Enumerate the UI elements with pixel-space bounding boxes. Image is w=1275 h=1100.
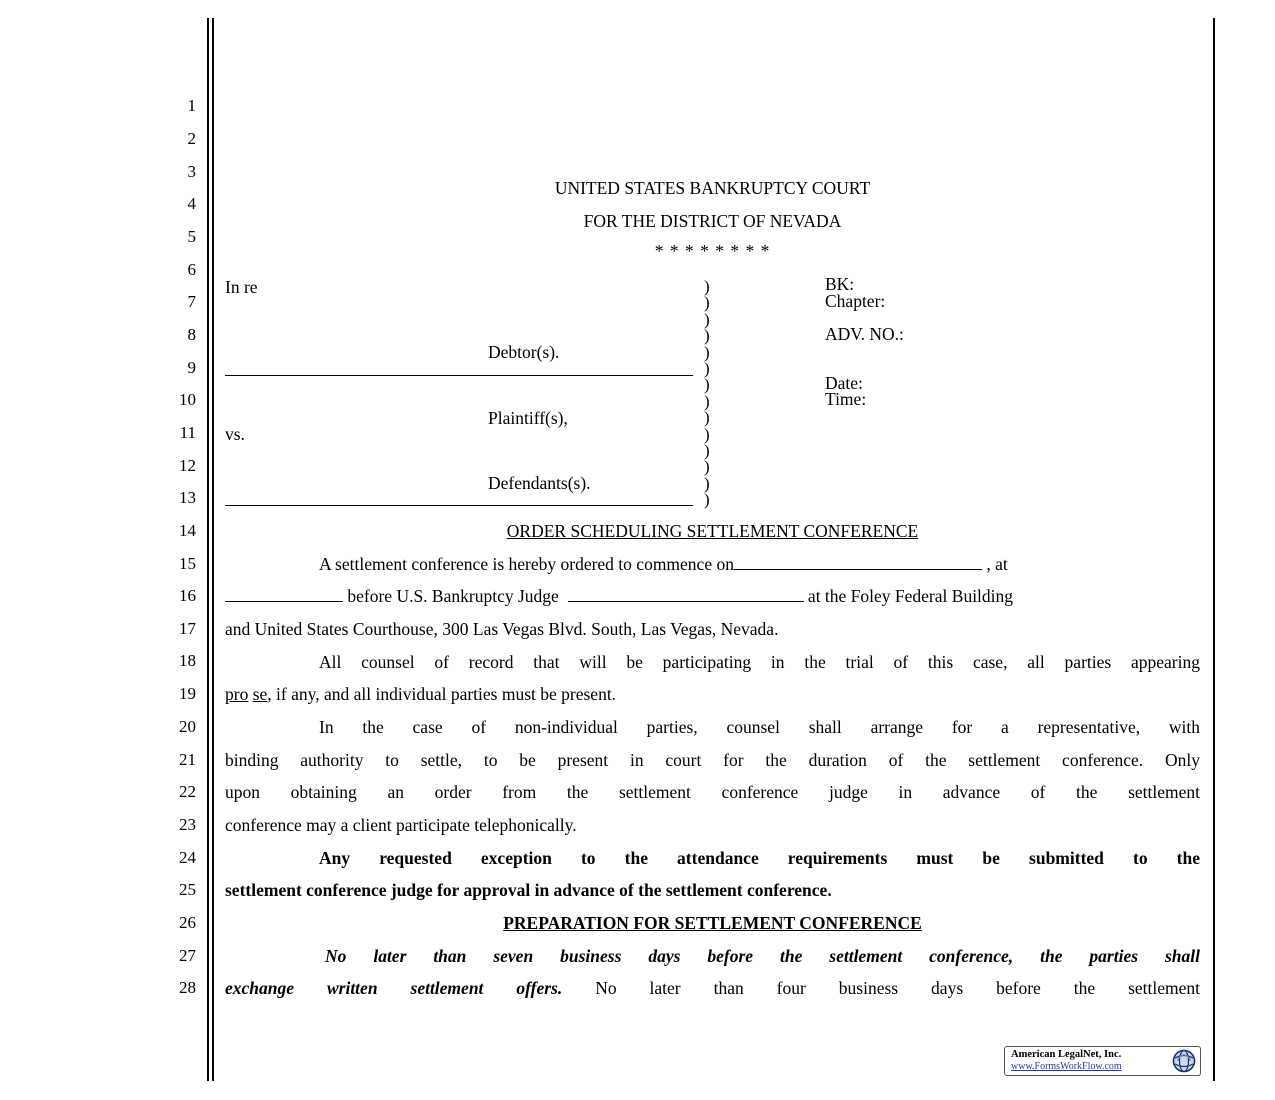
para3-line3: upon obtaining an order from the settlement conference judge in advance of the settlement — [225, 782, 1200, 802]
para1-line3: and United States Courthouse, 300 Las Vegas Blvd. South, Las Vegas, Nevada. — [225, 619, 779, 639]
court-name: UNITED STATES BANKRUPTCY COURT — [554, 178, 871, 198]
defendants-name-line — [225, 505, 693, 506]
line-number: 20 — [179, 717, 196, 736]
time-blank — [225, 587, 343, 602]
line-number: 2 — [187, 129, 196, 148]
line-number: 16 — [179, 586, 196, 605]
line-number: 7 — [187, 292, 196, 311]
adv-no-label: ADV. NO.: — [825, 324, 904, 344]
caption-paren: ) — [704, 424, 710, 444]
line-number: 28 — [179, 978, 196, 997]
caption-paren: ) — [704, 326, 710, 346]
se-text: se — [252, 684, 268, 704]
caption-paren: ) — [704, 441, 710, 460]
caption-paren: ) — [704, 277, 710, 296]
line-number: 14 — [179, 521, 196, 540]
line-number: 24 — [179, 848, 196, 867]
vs-label: vs. — [225, 424, 245, 444]
line-number: 25 — [179, 880, 196, 899]
para5-line2 — [225, 977, 1200, 999]
para2-rest: , if any, and all individual parties must be present. — [267, 684, 617, 704]
para5-italic: exchange written settlement offers. — [225, 978, 563, 998]
left-margin-rule-outer — [207, 18, 209, 1081]
chapter-label: Chapter: — [825, 291, 886, 311]
left-margin-rule-inner — [212, 18, 214, 1081]
debtor-label: Debtor(s). — [488, 342, 560, 362]
court-stars: * * * * * * * * — [654, 241, 771, 261]
line-number: 3 — [187, 162, 196, 181]
caption-paren: ) — [704, 342, 710, 362]
caption-paren: ) — [704, 473, 710, 493]
para4-line2: settlement conference judge for approval in advance of the settlement conference. — [225, 880, 832, 900]
bk-label: BK: — [825, 274, 855, 294]
line-number: 13 — [179, 488, 196, 507]
debtor-name-line — [225, 375, 693, 376]
line-number: 8 — [187, 325, 196, 344]
prep-title: PREPARATION FOR SETTLEMENT CONFERENCE — [503, 913, 922, 933]
line-number: 1 — [187, 96, 196, 115]
time-label: Time: — [825, 389, 867, 409]
line-number: 10 — [179, 390, 196, 409]
line-number: 5 — [187, 227, 196, 246]
caption-paren: ) — [704, 408, 710, 428]
caption-paren: ) — [704, 391, 710, 411]
para1-text-b: , at — [981, 554, 1008, 574]
para2-line2 — [225, 683, 616, 705]
para3-line4: conference may a client participate telephonically. — [225, 815, 577, 835]
para1-text-a: A settlement conference is hereby ordered to commence on — [319, 554, 734, 574]
caption-paren: ) — [704, 359, 710, 378]
line-number: 11 — [179, 423, 196, 442]
defendants-label: Defendants(s). — [488, 473, 591, 493]
line-number: 26 — [179, 913, 196, 932]
caption-paren: ) — [704, 457, 710, 477]
in-re-label: In re — [225, 277, 258, 297]
line-number: 23 — [179, 815, 196, 834]
para2-line1: All counsel of record that will be participating in the trial of this case, all parties appearing — [319, 652, 1200, 672]
line-number: 19 — [179, 684, 196, 703]
line-number: 17 — [179, 619, 196, 638]
para1-line2 — [225, 585, 1013, 607]
legalnet-logo — [1004, 1046, 1201, 1076]
para1-text-c: before U.S. Bankruptcy Judge — [343, 586, 564, 606]
caption-paren: ) — [704, 375, 710, 395]
line-number: 9 — [187, 358, 196, 377]
judge-blank — [568, 587, 804, 602]
para1-text-d: at the Foley Federal Building — [803, 586, 1014, 606]
plaintiff-label: Plaintiff(s), — [488, 408, 568, 428]
para1-line1 — [319, 553, 1008, 575]
para5-line1: No later than seven business days before the settlement conference, the parties shall — [325, 946, 1200, 966]
court-district: FOR THE DISTRICT OF NEVADA — [583, 211, 842, 231]
pro-text: pro — [225, 684, 249, 704]
order-title: ORDER SCHEDULING SETTLEMENT CONFERENCE — [506, 521, 919, 541]
line-number: 18 — [179, 651, 196, 670]
para3-line2: binding authority to settle, to be present in court for the duration of the settlement conference. Only — [225, 750, 1200, 770]
line-number: 4 — [187, 194, 196, 213]
line-number: 21 — [179, 750, 196, 769]
line-number: 12 — [179, 456, 196, 475]
line-number: 27 — [179, 946, 196, 965]
caption-paren: ) — [704, 293, 710, 313]
caption-paren: ) — [704, 309, 710, 329]
line-number: 22 — [179, 782, 196, 801]
globe-icon — [1172, 1049, 1196, 1073]
legalnet-company: American LegalNet, Inc. — [1011, 1049, 1122, 1060]
right-margin-rule — [1213, 18, 1215, 1081]
date-blank — [734, 555, 982, 570]
legalnet-url[interactable]: www.FormsWorkFlow.com — [1011, 1061, 1122, 1072]
para3-line1: In the case of non-individual parties, counsel shall arrange for a representative, with — [319, 717, 1200, 737]
caption-paren: ) — [704, 490, 710, 510]
para5-rest: No later than four business days before the settlement — [562, 978, 1200, 998]
line-number: 6 — [187, 260, 196, 279]
line-number: 15 — [179, 554, 196, 573]
date-label: Date: — [825, 373, 863, 393]
para4-line1: Any requested exception to the attendance requirements must be submitted to the — [319, 848, 1200, 868]
